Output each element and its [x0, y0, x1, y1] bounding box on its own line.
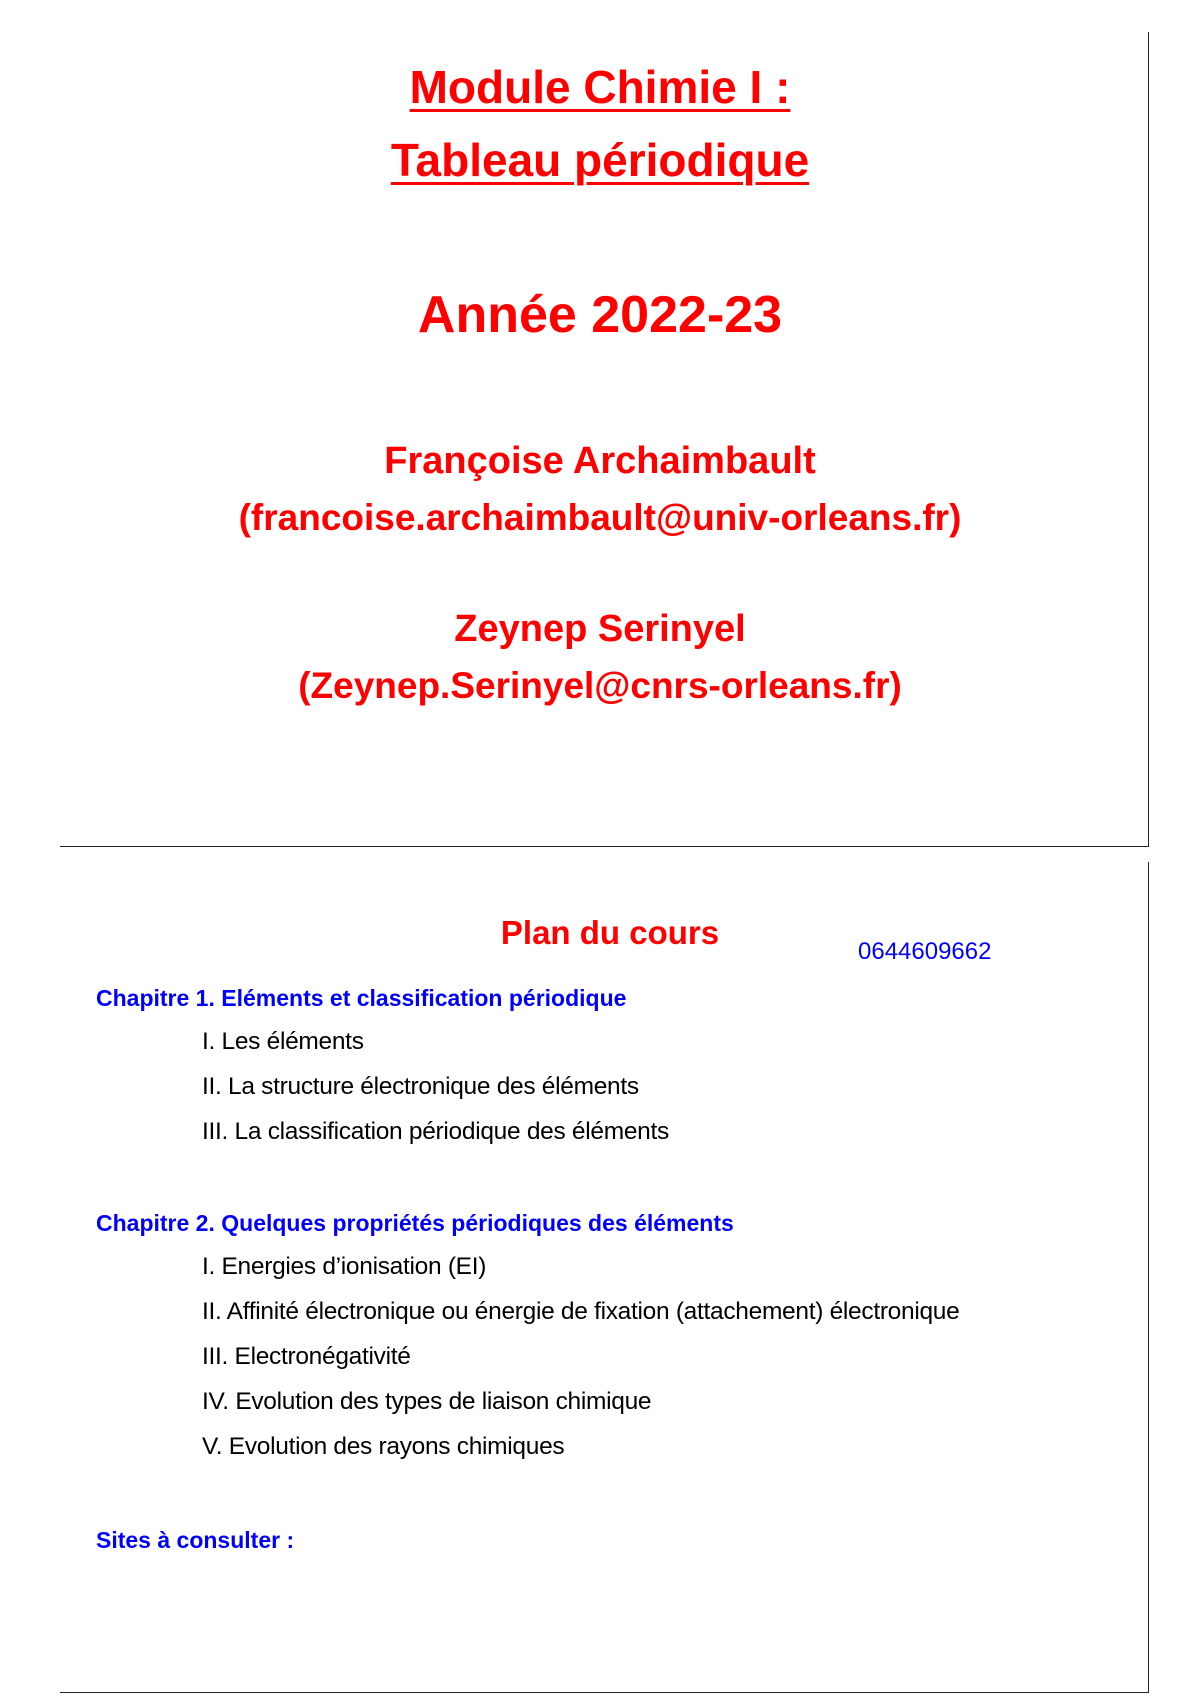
chapter-1-item: II. La structure électronique des éléments [202, 1073, 639, 1100]
author2-email: (Zeynep.Serinyel@cnrs-orleans.fr) [298, 665, 902, 706]
slide-1-right-border [1148, 32, 1149, 846]
chapter-2-item: I. Energies d’ionisation (EI) [202, 1253, 487, 1280]
author1-name: Françoise Archaimbault [384, 440, 816, 482]
chapter-2-item: III. Electronégativité [202, 1343, 411, 1370]
author1-email: (francoise.archaimbault@univ-orleans.fr) [238, 497, 962, 538]
chapter-2-item: II. Affinité électronique ou énergie de fixation (attachement) électronique [202, 1298, 960, 1325]
sites-label: Sites à consulter : [96, 1527, 295, 1553]
plan-title: Plan du cours [500, 914, 720, 951]
chapter-2-title: Chapitre 2. Quelques propriétés périodiques des éléments [96, 1210, 734, 1236]
academic-year: Année 2022-23 [417, 286, 783, 344]
chapter-1-item: I. Les éléments [202, 1028, 364, 1055]
author2-name: Zeynep Serinyel [454, 608, 746, 650]
slide-1-bottom-border [60, 846, 1149, 847]
chapter-2-item: V. Evolution des rayons chimiques [202, 1433, 565, 1460]
chapter-1-item: III. La classification périodique des éléments [202, 1118, 669, 1145]
slide-2-bottom-border [60, 1692, 1149, 1693]
chapter-2-item: IV. Evolution des types de liaison chimique [202, 1388, 652, 1415]
module-title: Module Chimie I : [409, 61, 791, 113]
chapter-1-title: Chapitre 1. Eléments et classification périodique [96, 985, 627, 1011]
slide-course-plan [0, 850, 1200, 1698]
module-subtitle: Tableau périodique [390, 134, 810, 186]
phone-number: 0644609662 [858, 938, 992, 965]
slide-2-right-border [1148, 862, 1149, 1692]
